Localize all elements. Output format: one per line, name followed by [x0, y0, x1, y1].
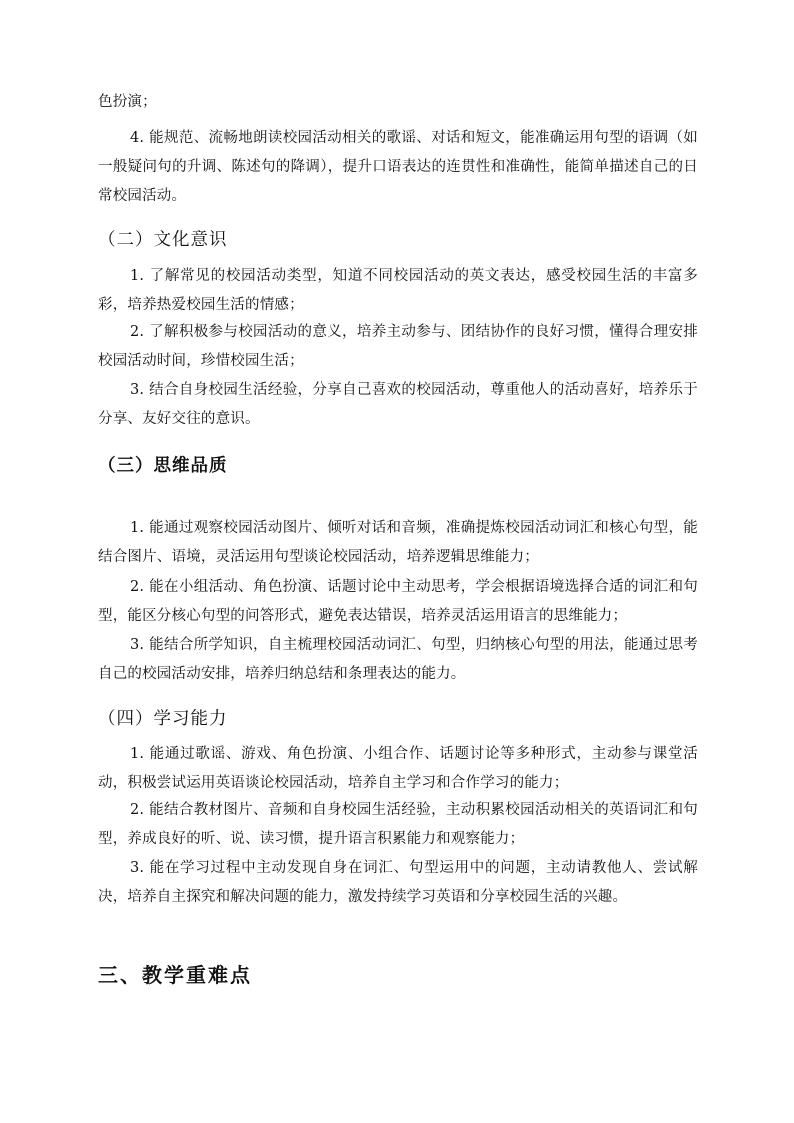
- thinking-item-2: 2. 能在小组活动、角色扮演、话题讨论中主动思考，学会根据语境选择合适的词汇和句型，能区分核心句型的问答形式，避免表达错误，培养灵活运用语言的思维能力；: [98, 579, 698, 624]
- culture-item-3: 3. 结合自身校园生活经验，分享自己喜欢的校园活动，尊重他人的活动喜好，培养乐于分享、友好交往的意识。: [98, 382, 698, 427]
- learning-item-2: 2. 能结合教材图片、音频和自身校园生活经验，主动积累校园活动相关的英语词汇和句型，养成良好的听、说、读习惯，提升语言积累能力和观察能力；: [98, 802, 698, 847]
- section-heading-learning: （四）学习能力: [98, 709, 228, 729]
- thinking-item-3: 3. 能结合所学知识，自主梳理校园活动词汇、句型，归纳核心句型的用法，能通过思考自己的校园活动安排，培养归纳总结和条理表达的能力。: [98, 637, 698, 682]
- continuation-text: 色扮演；: [98, 94, 157, 110]
- language-item-4: 4. 能规范、流畅地朗读校园活动相关的歌谣、对话和短文，能准确运用句型的语调（如一般疑问句的升调、陈述句的降调），提升口语表达的连贯性和准确性，能简单描述自己的日常校园活动。: [98, 130, 698, 204]
- section-heading-culture: （二）文化意识: [98, 230, 228, 250]
- culture-item-2: 2. 了解积极参与校园活动的意义，培养主动参与、团结协作的良好习惯，懂得合理安排校园活动时间，珍惜校园生活；: [98, 324, 698, 369]
- section-heading-thinking: （三）思维品质: [98, 456, 228, 476]
- chapter-heading-key-points: 三、教学重难点: [98, 963, 252, 987]
- learning-item-1: 1. 能通过歌谣、游戏、角色扮演、小组合作、话题讨论等多种形式，主动参与课堂活动，积极尝试运用英语谈论校园活动，培养自主学习和合作学习的能力；: [98, 746, 698, 791]
- learning-item-3: 3. 能在学习过程中主动发现自身在词汇、句型运用中的问题，主动请教他人、尝试解决，培养自主探究和解决问题的能力，激发持续学习英语和分享校园生活的兴趣。: [98, 860, 698, 905]
- thinking-item-1: 1. 能通过观察校园活动图片、倾听对话和音频，准确提炼校园活动词汇和核心句型，能结合图片、语境，灵活运用句型谈论校园活动，培养逻辑思维能力；: [98, 520, 698, 565]
- culture-item-1: 1. 了解常见的校园活动类型，知道不同校园活动的英文表达，感受校园生活的丰富多彩，培养热爱校园生活的情感；: [98, 268, 698, 313]
